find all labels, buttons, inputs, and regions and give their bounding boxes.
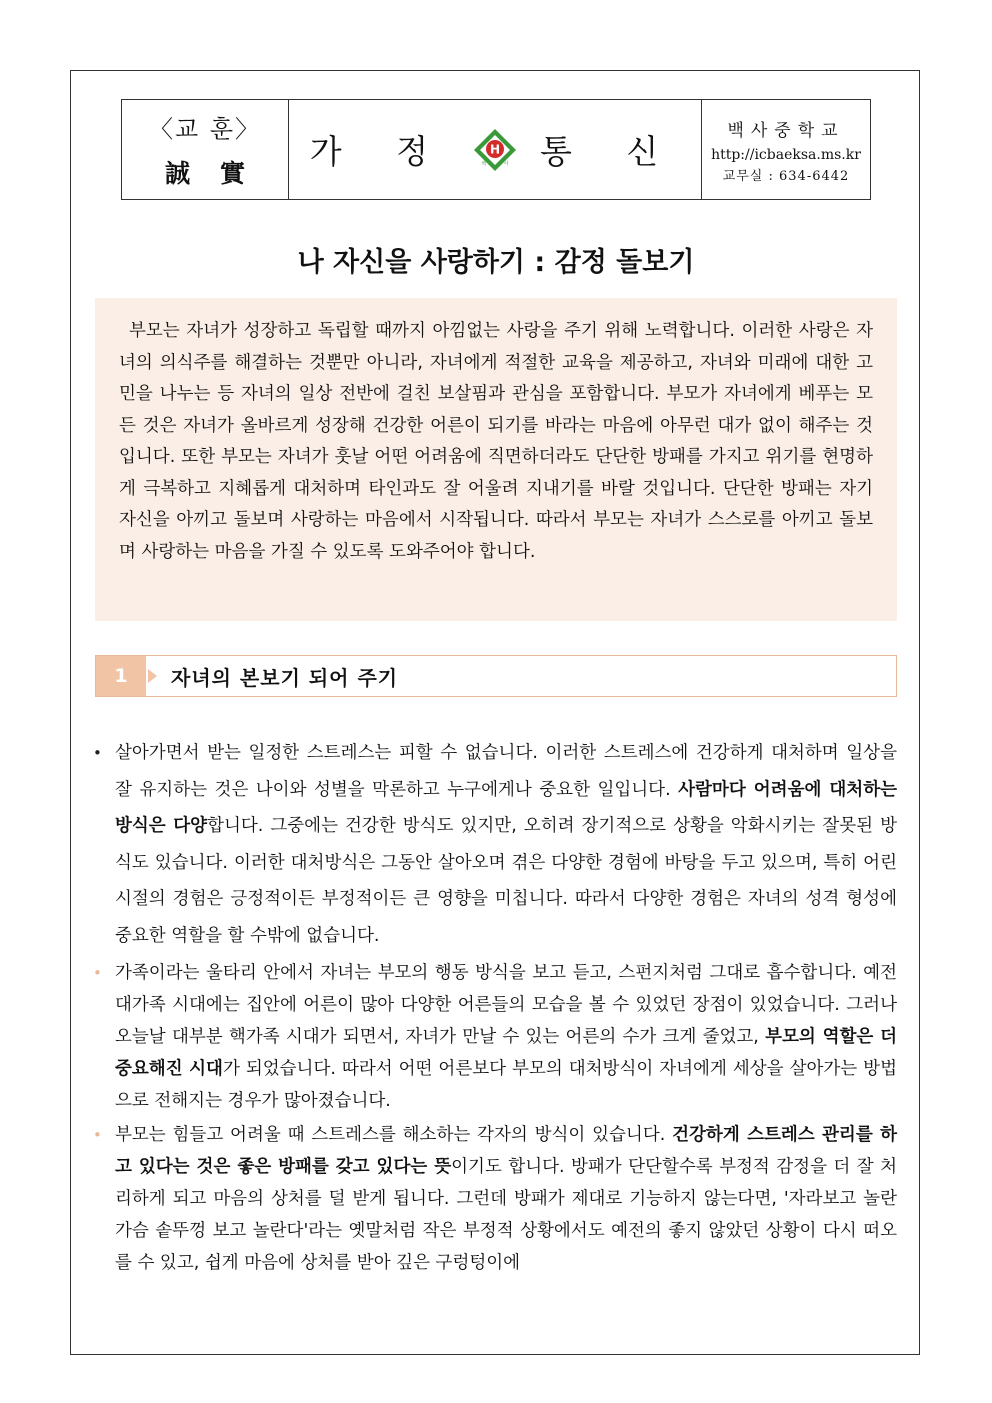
- intro-box: [95, 298, 897, 621]
- school-name: 백사중학교: [727, 120, 845, 141]
- item-text: 이기도 합니다. 방패가 단단할수록 부정적 감정을 더 잘 처리하게 되고 마음의 상처를 덜 받게 됩니다. 그런데 방패가 제대로 기능하지 않는다면, '자라보고 놀란 가슴 솥뚜껑 보고 놀란다'라는 옛말처럼 작은 부정적 상황에서도 예전의 좋지 않았던 상황이 다시 떠오를 수 있고, 쉽게 마음에 상처를 받아 깊은 구렁텅이에: [115, 1157, 897, 1273]
- school-phone: 교무실 : 634-6442: [722, 168, 850, 184]
- section-title: 자녀의 본보기 되어 주기: [171, 665, 399, 690]
- bullet-icon: •: [93, 1126, 102, 1144]
- list-item: [93, 1119, 897, 1279]
- logo-right-char: 사: [503, 160, 509, 167]
- school-url[interactable]: http://icbaeksa.ms.kr: [711, 146, 861, 163]
- newsletter-header: [121, 99, 871, 200]
- section-body: [93, 735, 898, 1279]
- item-text: 살아가면서 받는 일정한 스트레스는 피할 수 없습니다. 이러한 스트레스에 건강하게 대처하며 일상을 잘 유지하는 것은 나이와 성별을 막론하고 누구에게나 중요한 일입니다.: [115, 743, 897, 800]
- school-info-cell: [702, 100, 870, 199]
- title-left: 가 정: [309, 132, 450, 171]
- bullet-icon: •: [93, 964, 102, 982]
- list-item: [93, 957, 897, 1117]
- motto-label: 〈교 훈〉: [149, 115, 261, 143]
- item-text: 가족이라는 울타리 안에서 자녀는 부모의 행동 방식을 보고 듣고, 스펀지처럼 그대로 흡수합니다. 예전 대가족 시대에는 집안에 어른이 많아 다양한 어른들의 모습을 볼 수 있었던 장점이 있었습니다. 그러나 오늘날 대부분 핵가족 시대가 되면서, 자녀가 만날 수 있는 어른의 수가 크게 줄었고,: [115, 963, 897, 1047]
- bullet-icon: •: [93, 744, 102, 762]
- item-text: 부모는 힘들고 어려울 때 스트레스를 해소하는 각자의 방식이 있습니다.: [115, 1125, 673, 1145]
- school-logo-icon: [472, 127, 518, 173]
- item-bold-text: 부모의 역할은 더 중요해진 시대: [115, 1027, 897, 1079]
- section-heading: [95, 655, 897, 697]
- title-right: 통 신: [540, 132, 681, 171]
- item-bold-text: 사람마다 어려움에 대처하는 방식은 다양: [115, 779, 898, 836]
- logo-letter: H: [489, 142, 501, 156]
- title-cell: [289, 100, 702, 199]
- motto-cell: [122, 100, 289, 199]
- page-title: 나 자신을 사랑하기 : 감정 돌보기: [297, 247, 695, 278]
- list-item: [93, 735, 898, 954]
- motto-value: 誠實: [164, 159, 275, 188]
- item-bold-text: 건강하게 스트레스 관리를 하고 있다는 것은 좋은 방패를 갖고 있다는 뜻: [115, 1125, 897, 1177]
- logo-left-char: 백: [481, 160, 487, 167]
- intro-paragraph: 부모는 자녀가 성장하고 독립할 때까지 아낌없는 사랑을 주기 위해 노력합니다. 이러한 사랑은 자녀의 의식주를 해결하는 것뿐만 아니라, 자녀에게 적절한 교육을 제공하고, 자녀와 미래에 대한 고민을 나누는 등 자녀의 일상 전반에 걸친 보살핌과 관심을 포함합니다. 부모가 자녀에게 베푸는 모든 것은 자녀가 올바르게 성장해 건강한 어른이 되기를 바라는 마음에 아무런 대가 없이 해주는 것입니다. 또한 부모는 자녀가 훗날 어떤 어려움에 직면하더라도 단단한 방패를 가지고 위기를 현명하게 극복하고 지혜롭게 대처하며 타인과도 잘 어울려 지내기를 바랄 것입니다. 단단한 방패는 자기 자신을 아끼고 돌보며 사랑하는 마음에서 시작됩니다. 따라서 부모는 자녀가 스스로를 아끼고 돌보며 사랑하는 마음을 가질 수 있도록 도와주어야 합니다.: [119, 321, 873, 562]
- section-number: 1: [96, 656, 146, 696]
- section-arrow-icon: [148, 669, 157, 683]
- item-text: 합니다. 그중에는 건강한 방식도 있지만, 오히려 장기적으로 상황을 악화시키는 잘못된 방식도 있습니다. 이러한 대처방식은 그동안 살아오며 겪은 다양한 경험에 바탕을 두고 있으며, 특히 어린 시절의 경험은 긍정적이든 부정적이든 큰 영향을 미칩니다. 따라서 다양한 경험은 자녀의 성격 형성에 중요한 역할을 할 수밖에 없습니다.: [115, 816, 897, 946]
- item-text: 가 되었습니다. 따라서 어떤 어른보다 부모의 대처방식이 자녀에게 세상을 살아가는 방법으로 전해지는 경우가 많아졌습니다.: [115, 1059, 897, 1111]
